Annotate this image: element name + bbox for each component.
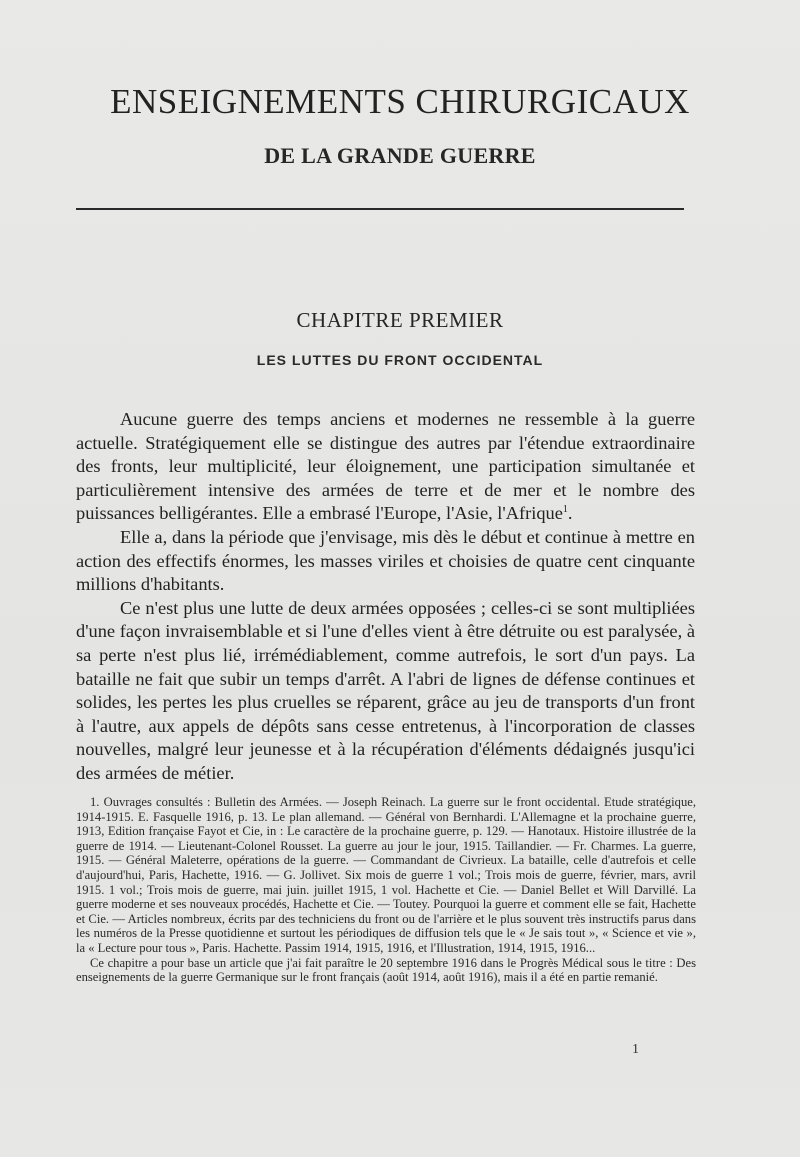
page-title: ENSEIGNEMENTS CHIRURGICAUX xyxy=(110,82,690,121)
page-number: 1 xyxy=(632,1042,639,1057)
page-subtitle: DE LA GRANDE GUERRE xyxy=(264,143,536,168)
chapter-heading: CHAPITRE PREMIER xyxy=(296,308,504,332)
footnote: Ce chapitre a pour base un article que j'ai fait paraître le 20 septembre 1916 dans le Progrès Médical sous le titre : Des enseignements de la guerre Germanique sur le front français (août 1914, août 1916), mais il a été en partie remanié. xyxy=(76,955,696,985)
section-heading: LES LUTTES DU FRONT OCCIDENTAL xyxy=(256,352,544,368)
body-paragraph: Ce n'est plus une lutte de deux armées opposées ; celles-ci se sont multipliées d'une façon invraisemblable et si l'une d'elles vient à être détruite ou est paralysée, à sa perte n'est plus lié, irrémédiablement, comme autrefois, le sort d'un pays. La bataille ne fait que subir un temps d'arrêt. A l'abri de lignes de défense continues et solides, les pertes les plus cruelles se réparent, grâce au jeu de transports d'un front à l'autre, aux appels de dépôts sans cesse entretenus, à l'incorporation de classes nouvelles, malgré leur jeunesse et à la récupération d'éléments dédaignés jusqu'ici des armées de métier. xyxy=(76,597,695,783)
title-divider xyxy=(76,208,684,210)
body-text xyxy=(76,408,695,786)
footnotes xyxy=(76,795,696,985)
footnote: 1. Ouvrages consultés : Bulletin des Armées. — Joseph Reinach. La guerre sur le front occidental. Etude stratégique, 1914-1915. E. Fasquelle 1916, p. 13. Le plan allemand. — Général von Bernhardi. L'Allemagne et la prochaine guerre, 1913, Edition française Fayot et Cie, in : Le caractère de la prochaine guerre, p. 129. — Hanotaux. Histoire illustrée de la guerre de 1914. — Lieutenant-Colonel Rousset. La guerre au jour le jour, 1915. Taillandier. — Fr. Charmes. La guerre, 1915. — Général Maleterre, opérations de la guerre. — Commandant de Civrieux. La bataille, celle d'autrefois et celle d'aujourd'hui, Paris, Hachette, 1916. — G. Jollivet. Six mois de guerre 1 vol.; Trois mois de guerre, février, mars, avril 1915. 1 vol.; Trois mois de guerre, mai juin. juillet 1915, 1 vol. Hachette et Cie. — Daniel Bellet et Will Darvillé. La guerre moderne et ses nouveaux procédés, Hachette et Cie. — Toutey. Pourquoi la guerre et comment elle se fait, Hachette et Cie. — Articles nombreux, écrits par des techniciens du front ou de l'arrière et le plus souvent très instructifs parus dans les numéros de la Presse quotidienne et surtout les périodiques de diffusion tels que le « Je sais tout », « Science et vie », la « Lecture pour tous », Paris. Hachette. Passim 1914, 1915, 1916, et l'Illustration, 1914, 1915, 1916... xyxy=(76,795,696,955)
body-paragraph: Elle a, dans la période que j'envisage, mis dès le début et continue à mettre en action des effectifs énormes, les masses viriles et choisies de quatre cent cinquante millions d'habitants. xyxy=(76,526,695,595)
footnote-reference[interactable]: 1 xyxy=(562,504,568,516)
body-paragraph: Aucune guerre des temps anciens et modernes ne ressemble à la guerre actuelle. Stratégiquement elle se distingue des autres par l'étendue extraordinaire des fronts, leur multiplicité, leur éloignement, une participation simultanée et particulièrement intensive des armées de terre et de mer et le nombre des puissances belligérantes. Elle a embrasé l'Europe, l'Asie, l'Afrique$^1$. xyxy=(76,409,695,524)
